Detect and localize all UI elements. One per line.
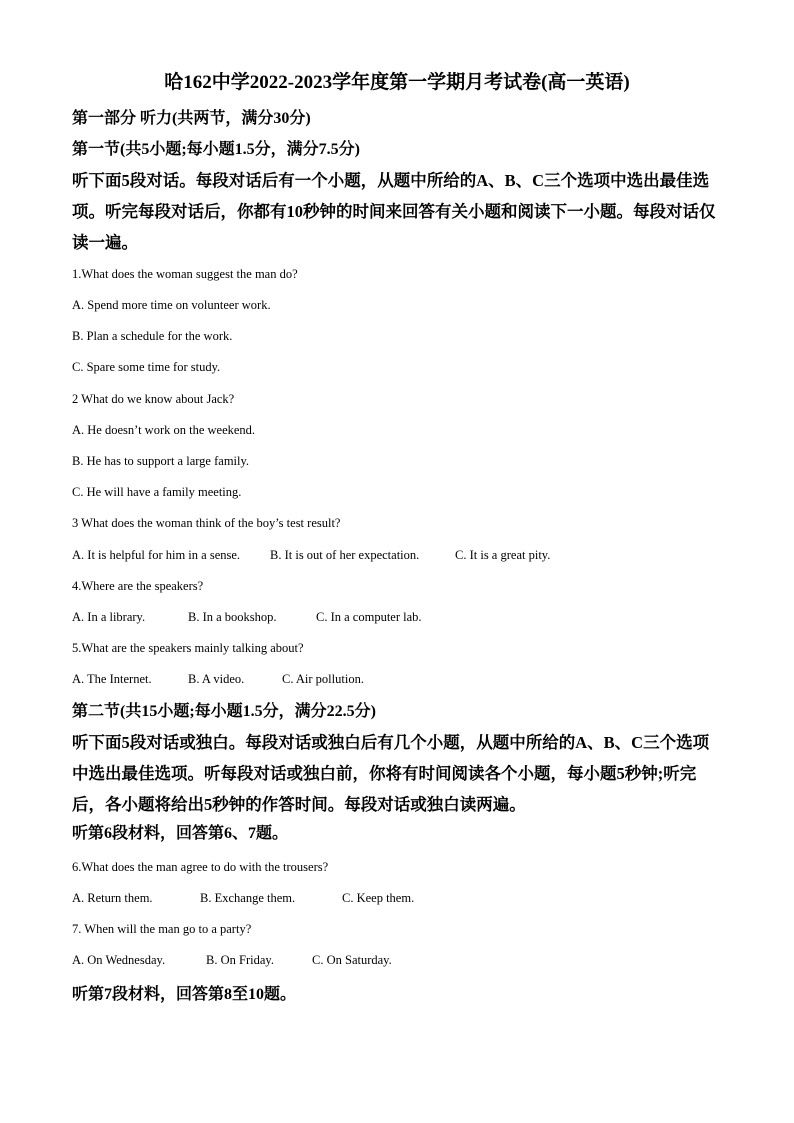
- section1-heading: 第一节(共5小题;每小题1.5分，满分7.5分): [72, 141, 360, 158]
- question-5: 5.What are the speakers mainly talking about?: [72, 641, 304, 655]
- question-6: 6.What does the man agree to do with the trousers?: [72, 860, 329, 874]
- q1-option-c: C. Spare some time for study.: [72, 360, 221, 374]
- question-3: 3 What does the woman think of the boy’s test result?: [72, 516, 341, 530]
- q3-option-b: B. It is out of her expectation.: [270, 548, 420, 562]
- q7-option-c: C. On Saturday.: [312, 953, 392, 967]
- q2-option-b: B. He has to support a large family.: [72, 454, 250, 468]
- q2-option-a: A. He doesn’t work on the weekend.: [72, 423, 256, 437]
- question-1: 1.What does the woman suggest the man do?: [72, 267, 298, 281]
- q4-option-c: C. In a computer lab.: [316, 610, 422, 624]
- question-2: 2 What do we know about Jack?: [72, 392, 235, 406]
- q7-option-b: B. On Friday.: [206, 953, 274, 967]
- exam-title: 哈162中学2022-2023学年度第一学期月考试卷(高一英语): [164, 72, 630, 93]
- q3-option-c: C. It is a great pity.: [455, 548, 551, 562]
- material-6-heading: 听第6段材料，回答第6、7题。: [72, 825, 289, 842]
- part1-heading: 第一部分 听力(共两节，满分30分): [72, 110, 311, 127]
- q4-option-a: A. In a library.: [72, 610, 146, 624]
- q1-option-a: A. Spend more time on volunteer work.: [72, 298, 271, 312]
- q5-option-a: A. The Internet.: [72, 672, 152, 686]
- q3-option-a: A. It is helpful for him in a sense.: [72, 548, 241, 562]
- q6-option-c: C. Keep them.: [342, 891, 415, 905]
- q2-option-c: C. He will have a family meeting.: [72, 485, 242, 499]
- section2-heading: 第二节(共15小题;每小题1.5分，满分22.5分): [72, 703, 376, 720]
- section2-instructions: 听下面5段对话或独白。每段对话或独白后有几个小题，从题中所给的A、B、C三个选项中选出最佳选项。听每段对话或独白前，你将有时间阅读各个小题，每小题5秒钟;听完后，各小题将给出5秒钟的作答时间。每段对话或独白读两遍。: [72, 733, 710, 814]
- question-4: 4.Where are the speakers?: [72, 579, 204, 593]
- q7-option-a: A. On Wednesday.: [72, 953, 166, 967]
- q5-option-b: B. A video.: [188, 672, 245, 686]
- q6-option-b: B. Exchange them.: [200, 891, 296, 905]
- question-7: 7. When will the man go to a party?: [72, 922, 252, 936]
- section1-instructions: 听下面5段对话。每段对话后有一个小题，从题中所给的A、B、C三个选项中选出最佳选项。听完每段对话后，你都有10秒钟的时间来回答有关小题和阅读下一小题。每段对话仅读一遍。: [72, 171, 716, 252]
- q6-option-a: A. Return them.: [72, 891, 153, 905]
- material-7-heading: 听第7段材料，回答第8至10题。: [72, 986, 297, 1003]
- q4-option-b: B. In a bookshop.: [188, 610, 277, 624]
- q5-option-c: C. Air pollution.: [282, 672, 364, 686]
- q1-option-b: B. Plan a schedule for the work.: [72, 329, 233, 343]
